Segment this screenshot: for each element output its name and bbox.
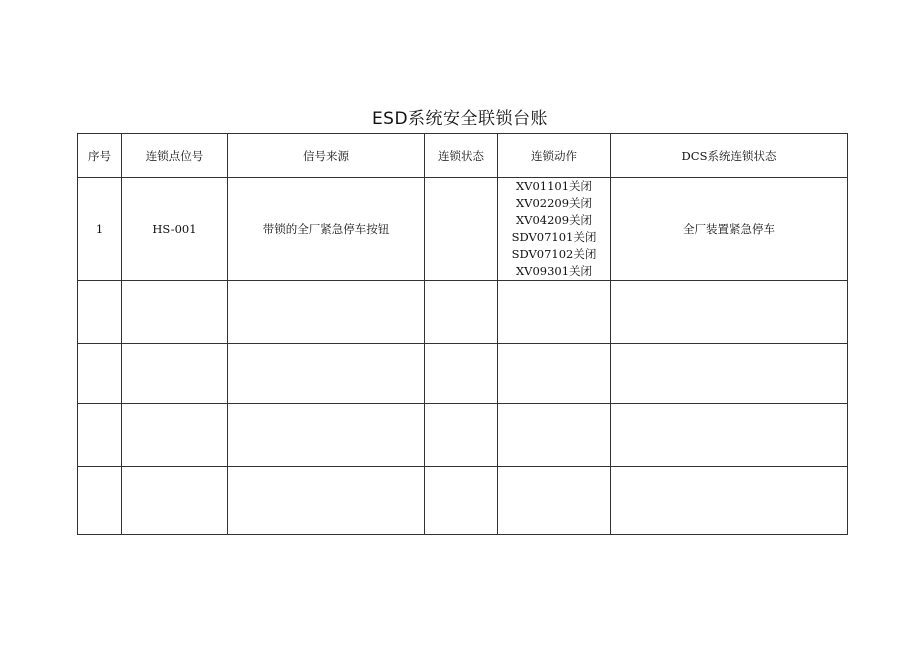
cell-tag [122, 281, 228, 344]
action-line: XV01101关闭 [515, 179, 593, 193]
cell-interlock-state [425, 344, 498, 404]
cell-interlock-actions [498, 344, 611, 404]
table-row [78, 404, 848, 467]
cell-interlock-actions [498, 178, 611, 281]
cell-index [78, 467, 122, 535]
header-index: 序号 [78, 134, 122, 178]
table-row [78, 281, 848, 344]
cell-interlock-actions [498, 467, 611, 535]
table-row [78, 467, 848, 535]
cell-signal-source [228, 467, 425, 535]
cell-dcs-state [611, 404, 848, 467]
header-tag: 连锁点位号 [122, 134, 228, 178]
cell-dcs-state: 全厂装置紧急停车 [611, 178, 848, 281]
cell-dcs-state [611, 281, 848, 344]
cell-index [78, 281, 122, 344]
cell-index [78, 344, 122, 404]
cell-index: 1 [78, 178, 122, 281]
action-line: SDV07101关闭 [511, 230, 597, 244]
action-line: XV04209关闭 [515, 213, 593, 227]
cell-interlock-actions [498, 404, 611, 467]
cell-signal-source: 带锁的全厂紧急停车按钮 [228, 178, 425, 281]
action-line: XV09301关闭 [515, 264, 593, 278]
cell-signal-source [228, 344, 425, 404]
cell-interlock-state [425, 467, 498, 535]
page-title: ESD系统安全联锁台账 [371, 109, 549, 129]
cell-interlock-state [425, 178, 498, 281]
cell-signal-source [228, 404, 425, 467]
table-row [78, 344, 848, 404]
cell-index [78, 404, 122, 467]
action-line: SDV07102关闭 [511, 247, 597, 261]
action-line: XV02209关闭 [515, 196, 593, 210]
cell-signal-source [228, 281, 425, 344]
cell-tag: HS-001 [122, 178, 228, 281]
header-signal-source: 信号来源 [228, 134, 425, 178]
cell-interlock-actions [498, 281, 611, 344]
header-dcs-state: DCS系统连锁状态 [611, 134, 848, 178]
header-interlock-state: 连锁状态 [425, 134, 498, 178]
cell-interlock-state [425, 404, 498, 467]
header-interlock-action: 连锁动作 [498, 134, 611, 178]
interlock-ledger-table [77, 133, 848, 535]
cell-tag [122, 404, 228, 467]
cell-interlock-state [425, 281, 498, 344]
cell-tag [122, 467, 228, 535]
cell-tag [122, 344, 228, 404]
cell-dcs-state [611, 344, 848, 404]
cell-dcs-state [611, 467, 848, 535]
table-header-row [78, 134, 848, 178]
table-row [78, 178, 848, 281]
